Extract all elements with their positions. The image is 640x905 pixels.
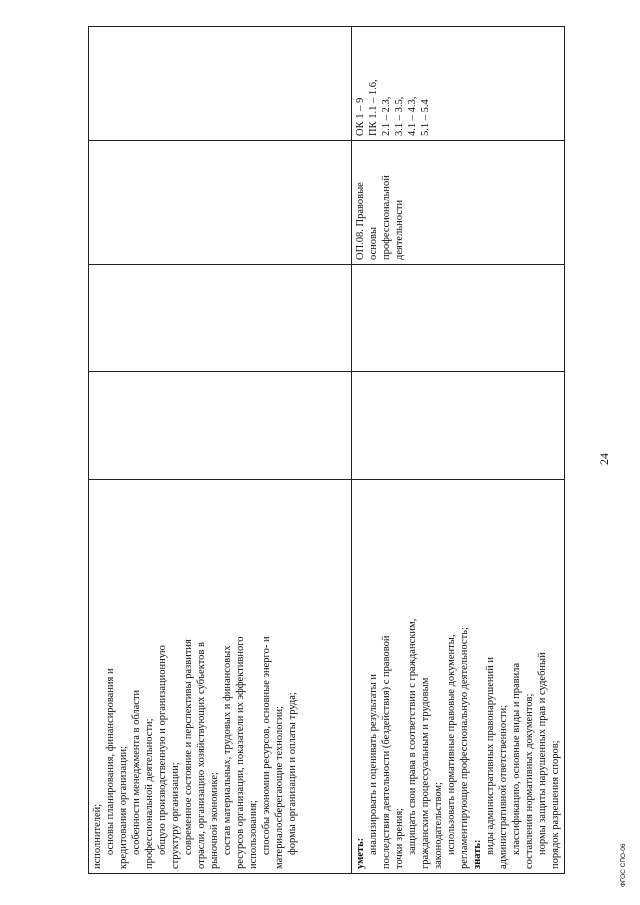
text-line: отрасли, организацию хозяйствующих субъектов в — [196, 642, 207, 869]
empty-cell — [352, 265, 565, 372]
text-line: кредитования организации; — [118, 746, 129, 869]
text-line: последствия деятельности (бездействия) с правовой — [381, 635, 392, 869]
discipline-line: основы — [368, 226, 379, 260]
table-row — [89, 27, 352, 874]
empty-cell — [89, 265, 352, 372]
text-line: законодательством; — [433, 782, 444, 869]
text-line: материалосберегающие технологии; — [274, 706, 285, 869]
section-heading: знать: — [472, 839, 483, 869]
text-line: составления нормативных документов; — [524, 693, 535, 869]
text-line: общую производственную и организационную — [157, 645, 168, 855]
text-line: структуру организации; — [170, 762, 181, 869]
empty-cell — [89, 141, 352, 265]
text-line: использовать нормативные правовые документы, — [446, 634, 457, 855]
competency-line: 2.1 – 2.3, — [381, 96, 392, 136]
empty-cell — [352, 372, 565, 480]
page-number: 24 — [597, 453, 611, 465]
text-line: основы планирования, финансирования и — [105, 668, 116, 855]
text-line: административной ответственности; — [498, 704, 509, 869]
competency-line: 3.1 – 3.5, — [394, 96, 405, 136]
section-heading: уметь: — [355, 837, 366, 869]
competency-line: ОК 1 – 9 — [355, 97, 366, 136]
competency-line: ПК 1.1 – 1.6, — [368, 79, 379, 136]
footer-code: ФГОС СПО-06 — [620, 843, 627, 887]
discipline-line: ОП.08. Правовые — [355, 182, 366, 260]
competency-cell — [352, 27, 565, 141]
competency-line: 5.1 – 5.4 — [420, 99, 431, 136]
text-line: использования; — [248, 800, 259, 869]
table-row — [352, 27, 565, 874]
text-line: точки зрения; — [394, 807, 405, 869]
text-line: рыночной экономике; — [209, 772, 220, 869]
text-line: формы организации и оплаты труда; — [287, 692, 298, 855]
text-line: защищать свои права в соответствии с гражданским, — [407, 618, 418, 855]
text-line: гражданским процессуальным и трудовым — [420, 677, 431, 869]
discipline-cell — [352, 141, 565, 265]
competency-line: 4.1 – 4.3, — [407, 96, 418, 136]
text-line: ресурсов организации, показатели их эффективного — [235, 636, 246, 869]
text-line: состав материальных, трудовых и финансовых — [222, 645, 233, 855]
text-line: регламентирующие профессиональную деятельность; — [459, 627, 470, 869]
text-line: анализировать и оценивать результаты и — [368, 674, 379, 855]
text-line: современное состояние и перспективы развития — [183, 639, 194, 855]
text-line: способы экономии ресурсов, основные энерго- и — [261, 636, 272, 855]
content-cell — [89, 480, 352, 874]
text-line: нормы защиты нарушенных прав и судебный — [537, 652, 548, 855]
text-line: профессиональной деятельности; — [144, 718, 155, 869]
text-line: исполнителей; — [92, 803, 103, 869]
text-line: порядок разрешения споров; — [550, 740, 561, 869]
content-cell — [352, 480, 565, 874]
empty-cell — [89, 372, 352, 480]
competency-table — [88, 26, 565, 874]
text-line: классификацию, основные виды и правила — [511, 662, 522, 855]
text-line: виды административных правонарушений и — [485, 657, 496, 855]
empty-cell — [89, 27, 352, 141]
discipline-line: профессиональной — [381, 175, 392, 260]
discipline-line: деятельности — [394, 199, 405, 260]
text-line: особенности менеджмента в области — [131, 689, 142, 855]
